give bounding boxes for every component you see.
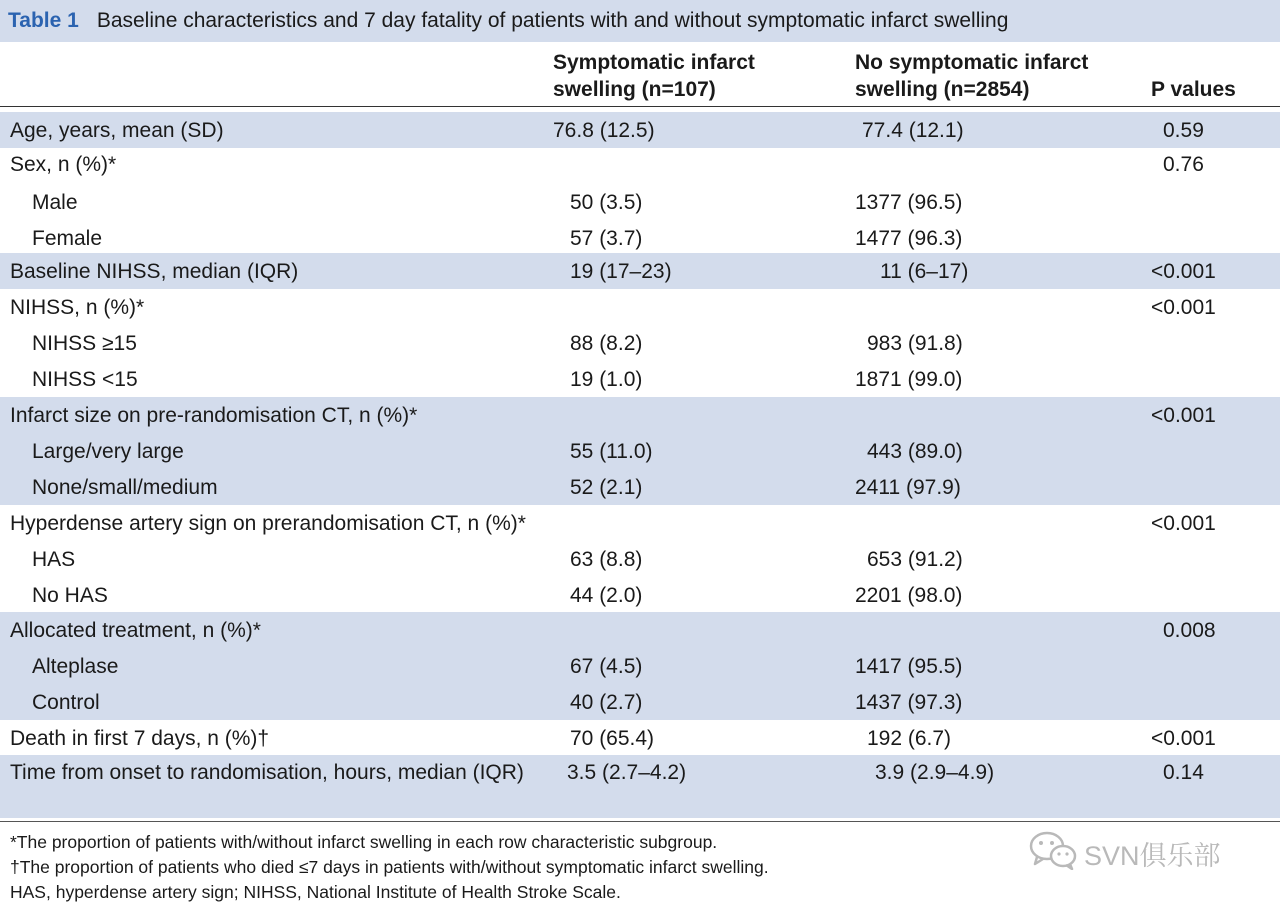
cell-no-symptomatic: 2411 (97.9) [855,476,961,499]
cell-no-symptomatic: 653 (91.2) [867,548,963,571]
row-label: NIHSS <15 [32,368,138,391]
table-row [0,184,1280,220]
watermark [1028,830,1221,877]
row-label: Control [32,691,100,714]
column-header-line: swelling (n=2854) [855,78,1030,101]
row-label: Male [32,191,78,214]
wechat-icon [1028,830,1084,877]
row-label: NIHSS ≥15 [32,332,137,355]
cell-no-symptomatic: 983 (91.8) [867,332,963,355]
cell-symptomatic: 3.5 (2.7–4.2) [567,761,687,784]
table-row [0,684,1280,720]
footer-rule [0,821,1280,822]
row-label: Sex, n (%)* [10,153,117,176]
table-row [0,397,1280,433]
cell-p-value: 0.59 [1163,119,1204,142]
table-row [0,469,1280,505]
cell-symptomatic: 55 (11.0) [570,440,653,463]
cell-p-value: <0.001 [1151,296,1216,319]
footnote: *The proportion of patients with/without infarct swelling in each row characteristic subgroup. [10,832,718,852]
cell-no-symptomatic: 443 (89.0) [867,440,963,463]
column-header-line: No symptomatic infarct [855,51,1089,74]
header-rule [0,106,1280,107]
table-row [0,648,1280,684]
cell-symptomatic: 40 (2.7) [570,691,643,714]
cell-no-symptomatic: 1871 (99.0) [855,368,963,391]
cell-symptomatic: 67 (4.5) [570,655,643,678]
cell-symptomatic: 76.8 (12.5) [553,119,655,142]
table-row [0,505,1280,541]
table-row [0,253,1280,289]
cell-p-value: 0.008 [1163,619,1216,642]
cell-p-value: <0.001 [1151,404,1216,427]
cell-no-symptomatic: 1437 (97.3) [855,691,963,714]
table-row [0,289,1280,325]
cell-no-symptomatic: 3.9 (2.9–4.9) [875,761,995,784]
cell-no-symptomatic: 11 (6–17) [880,260,969,283]
column-header-line: Symptomatic infarct [553,51,755,74]
table-row [0,361,1280,397]
cell-symptomatic: 57 (3.7) [570,227,643,250]
cell-no-symptomatic: 1477 (96.3) [855,227,963,250]
table-row [0,433,1280,469]
row-label: NIHSS, n (%)* [10,296,145,319]
cell-p-value: 0.76 [1163,153,1204,176]
column-header-line: swelling (n=107) [553,78,716,101]
table-row [0,577,1280,613]
table-row [0,755,1280,818]
column-header-symptomatic [553,49,755,103]
cell-symptomatic: 50 (3.5) [570,191,643,214]
footnote: †The proportion of patients who died ≤7 days in patients with/without symptomatic infarct swelling. [10,857,769,877]
row-label: Alteplase [32,655,119,678]
row-label: Baseline NIHSS, median (IQR) [10,260,299,283]
cell-symptomatic: 52 (2.1) [570,476,643,499]
watermark-text: SVN俱乐部 [1084,841,1221,871]
footnote: HAS, hyperdense artery sign; NIHSS, National Institute of Health Stroke Scale. [10,882,621,902]
row-label: Age, years, mean (SD) [10,119,224,142]
column-header-p-values: P values [1151,78,1236,101]
cell-symptomatic: 70 (65.4) [570,727,655,750]
row-label: Time from onset to randomisation, hours, median (IQR) [10,761,524,784]
row-label: Large/very large [32,440,184,463]
row-label: Death in first 7 days, n (%)† [10,727,270,750]
cell-no-symptomatic: 1377 (96.5) [855,191,963,214]
cell-symptomatic: 88 (8.2) [570,332,643,355]
row-label: None/small/medium [32,476,218,499]
table-row [0,148,1280,184]
row-label: Infarct size on pre-randomisation CT, n (%)* [10,404,418,427]
cell-p-value: <0.001 [1151,260,1216,283]
table-row [0,541,1280,577]
cell-p-value: 0.14 [1163,761,1204,784]
table-row [0,112,1280,148]
row-label: HAS [32,548,76,571]
table-title: Baseline characteristics and 7 day fatality of patients with and without symptomatic infarct swelling [96,9,1009,32]
table-row [0,220,1280,256]
cell-no-symptomatic: 192 (6.7) [867,727,952,750]
cell-no-symptomatic: 1417 (95.5) [855,655,963,678]
cell-symptomatic: 19 (1.0) [570,368,643,391]
row-label: No HAS [32,584,108,607]
cell-symptomatic: 44 (2.0) [570,584,643,607]
table-row [0,325,1280,361]
row-label: Hyperdense artery sign on prerandomisation CT, n (%)* [10,512,526,535]
cell-p-value: <0.001 [1151,727,1216,750]
row-label: Female [32,227,103,250]
cell-no-symptomatic: 77.4 (12.1) [862,119,964,142]
table-row [0,720,1280,756]
column-header-no-symptomatic [855,49,1088,103]
table-row [0,612,1280,648]
cell-symptomatic: 63 (8.8) [570,548,643,571]
cell-symptomatic: 19 (17–23) [570,260,672,283]
cell-p-value: <0.001 [1151,512,1216,535]
table-number: Table 1 [8,9,79,32]
table-title-bar [0,0,1280,42]
cell-no-symptomatic: 2201 (98.0) [855,584,963,607]
row-label: Allocated treatment, n (%)* [10,619,261,642]
